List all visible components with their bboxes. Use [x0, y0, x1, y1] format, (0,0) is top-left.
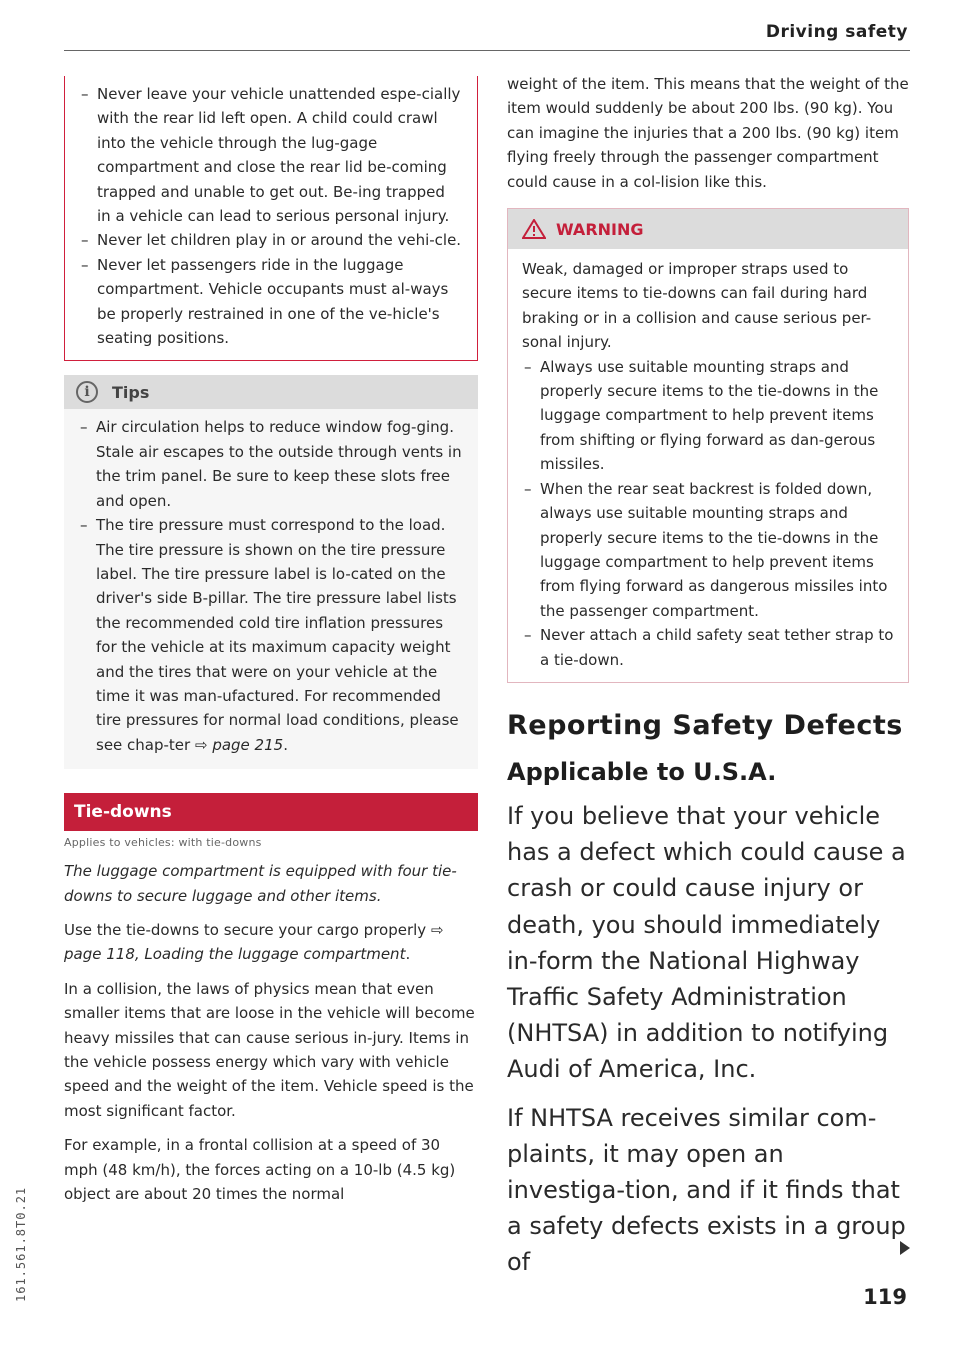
list-item: – Never let children play in or around the vehi-cle.	[79, 228, 463, 252]
reporting-subheading: Applicable to U.S.A.	[507, 757, 777, 786]
header-divider	[64, 50, 910, 51]
tips-body	[64, 409, 478, 769]
lead-paragraph: The luggage compartment is equipped with four tie-downs to secure luggage and other items.	[64, 862, 457, 905]
applies-to-note: Applies to vehicles: with tie-downs	[64, 836, 262, 850]
warning-body	[507, 249, 909, 683]
reporting-paragraph: If NHTSA receives similar com-plaints, it may open an investiga-tion, and if it finds that a safety defects exists in a group of	[507, 1103, 906, 1277]
warning-continued-list	[79, 82, 463, 350]
reporting-paragraph: If you believe that your vehicle has a defect which could cause a crash or could cause injury or death, you should immediately in-form the National Highway Traffic Safety Administration (NHTSA) in addition to notifying Audi of America, Inc.	[507, 801, 906, 1084]
page-number: 119	[863, 1285, 907, 1309]
warning-intro: Weak, damaged or improper straps used to secure items to tie-downs can fail during hard braking or in a collision and cause serious per-sonal injury.	[522, 260, 872, 352]
warning-title: WARNING	[556, 219, 644, 239]
list-item: – Never let passengers ride in the luggage compartment. Vehicle occupants must al-ways be properly restrained in one of the ve-hicle's seating positions.	[79, 253, 463, 351]
left-column	[64, 72, 478, 1206]
info-icon: i	[76, 381, 98, 403]
reporting-heading: Reporting Safety Defects	[507, 709, 903, 741]
list-item: – Air circulation helps to reduce window fog-ging. Stale air escapes to the outside through vents in the trim panel. Be sure to keep these slots free and open.	[78, 415, 464, 513]
punctuation: .	[405, 945, 411, 964]
continued-paragraph: weight of the item. This means that the weight of the item would suddenly be about 200 lbs. (90 kg). You can imagine the injuries that a 200 lbs. (90 kg) item flying freely through the passenger compartment could cause in a col-lision like this.	[507, 75, 909, 191]
right-column	[507, 72, 909, 1281]
paragraph	[64, 918, 478, 967]
paragraph-text: Use the tie-downs to secure your cargo properly	[64, 920, 427, 939]
paragraph: For example, in a frontal collision at a speed of 30 mph (48 km/h), the forces acting on a 10-lb (4.5 kg) object are about 20 times the normal	[64, 1136, 456, 1204]
list-item: – Never attach a child safety seat tether strap to a tie-down.	[522, 623, 894, 672]
warning-list	[522, 355, 894, 672]
page-reference-link[interactable]: ⇨ page 118, Loading the luggage compartment	[64, 920, 444, 964]
list-item: – Never leave your vehicle unattended espe-cially with the rear lid left open. A child could crawl into the vehicle through the lug-gage compartment and close the rear lid be-coming trapped and unable to get out. Be-ing trapped in a vehicle can lead to serious personal injury.	[79, 82, 463, 228]
document-code: 161.561.8T0.21	[14, 1186, 28, 1302]
tips-list	[78, 415, 464, 757]
paragraph: In a collision, the laws of physics mean that even smaller items that are loose in the vehicle will become heavy missiles that can cause serious in-jury. Items in the vehicle possess energy which vary with vehicle speed and the weight of the item. Vehicle speed is the most significant factor.	[64, 979, 475, 1120]
list-item: – Always use suitable mounting straps and properly secure items to the tie-downs in the luggage compartment to help prevent items from shifting or flying forward as dan-gerous missiles.	[522, 355, 894, 477]
warning-continued-box	[64, 76, 478, 361]
tips-header	[64, 375, 478, 409]
list-item: – When the rear seat backrest is folded down, always use suitable mounting straps and properly secure items to the tie-downs in the luggage compartment to help prevent items from flying forward as dangerous missiles into the passenger compartment.	[522, 477, 894, 623]
warning-triangle-icon	[522, 219, 546, 239]
running-header: Driving safety	[765, 22, 908, 42]
continue-arrow-icon	[900, 1241, 910, 1255]
page-reference-link[interactable]: ⇨ page 215	[194, 735, 284, 754]
tips-item-text: The tire pressure must correspond to the load. The tire pressure is shown on the tire pressure label. The tire pressure label is lo-cated on the driver's side B-pillar. The tire pressure label lists the recommended cold tire inflation pressures for the vehicle at its maximum capacity weight and the tires that were on your vehicle at the time it was man-ufactured. For recommended tire pressures for normal load conditions, please see chap-ter	[96, 516, 459, 754]
punctuation: .	[283, 735, 288, 754]
warning-header	[507, 208, 909, 249]
tie-downs-heading: Tie-downs	[64, 793, 478, 831]
list-item	[78, 513, 464, 757]
tips-title: Tips	[112, 382, 150, 402]
